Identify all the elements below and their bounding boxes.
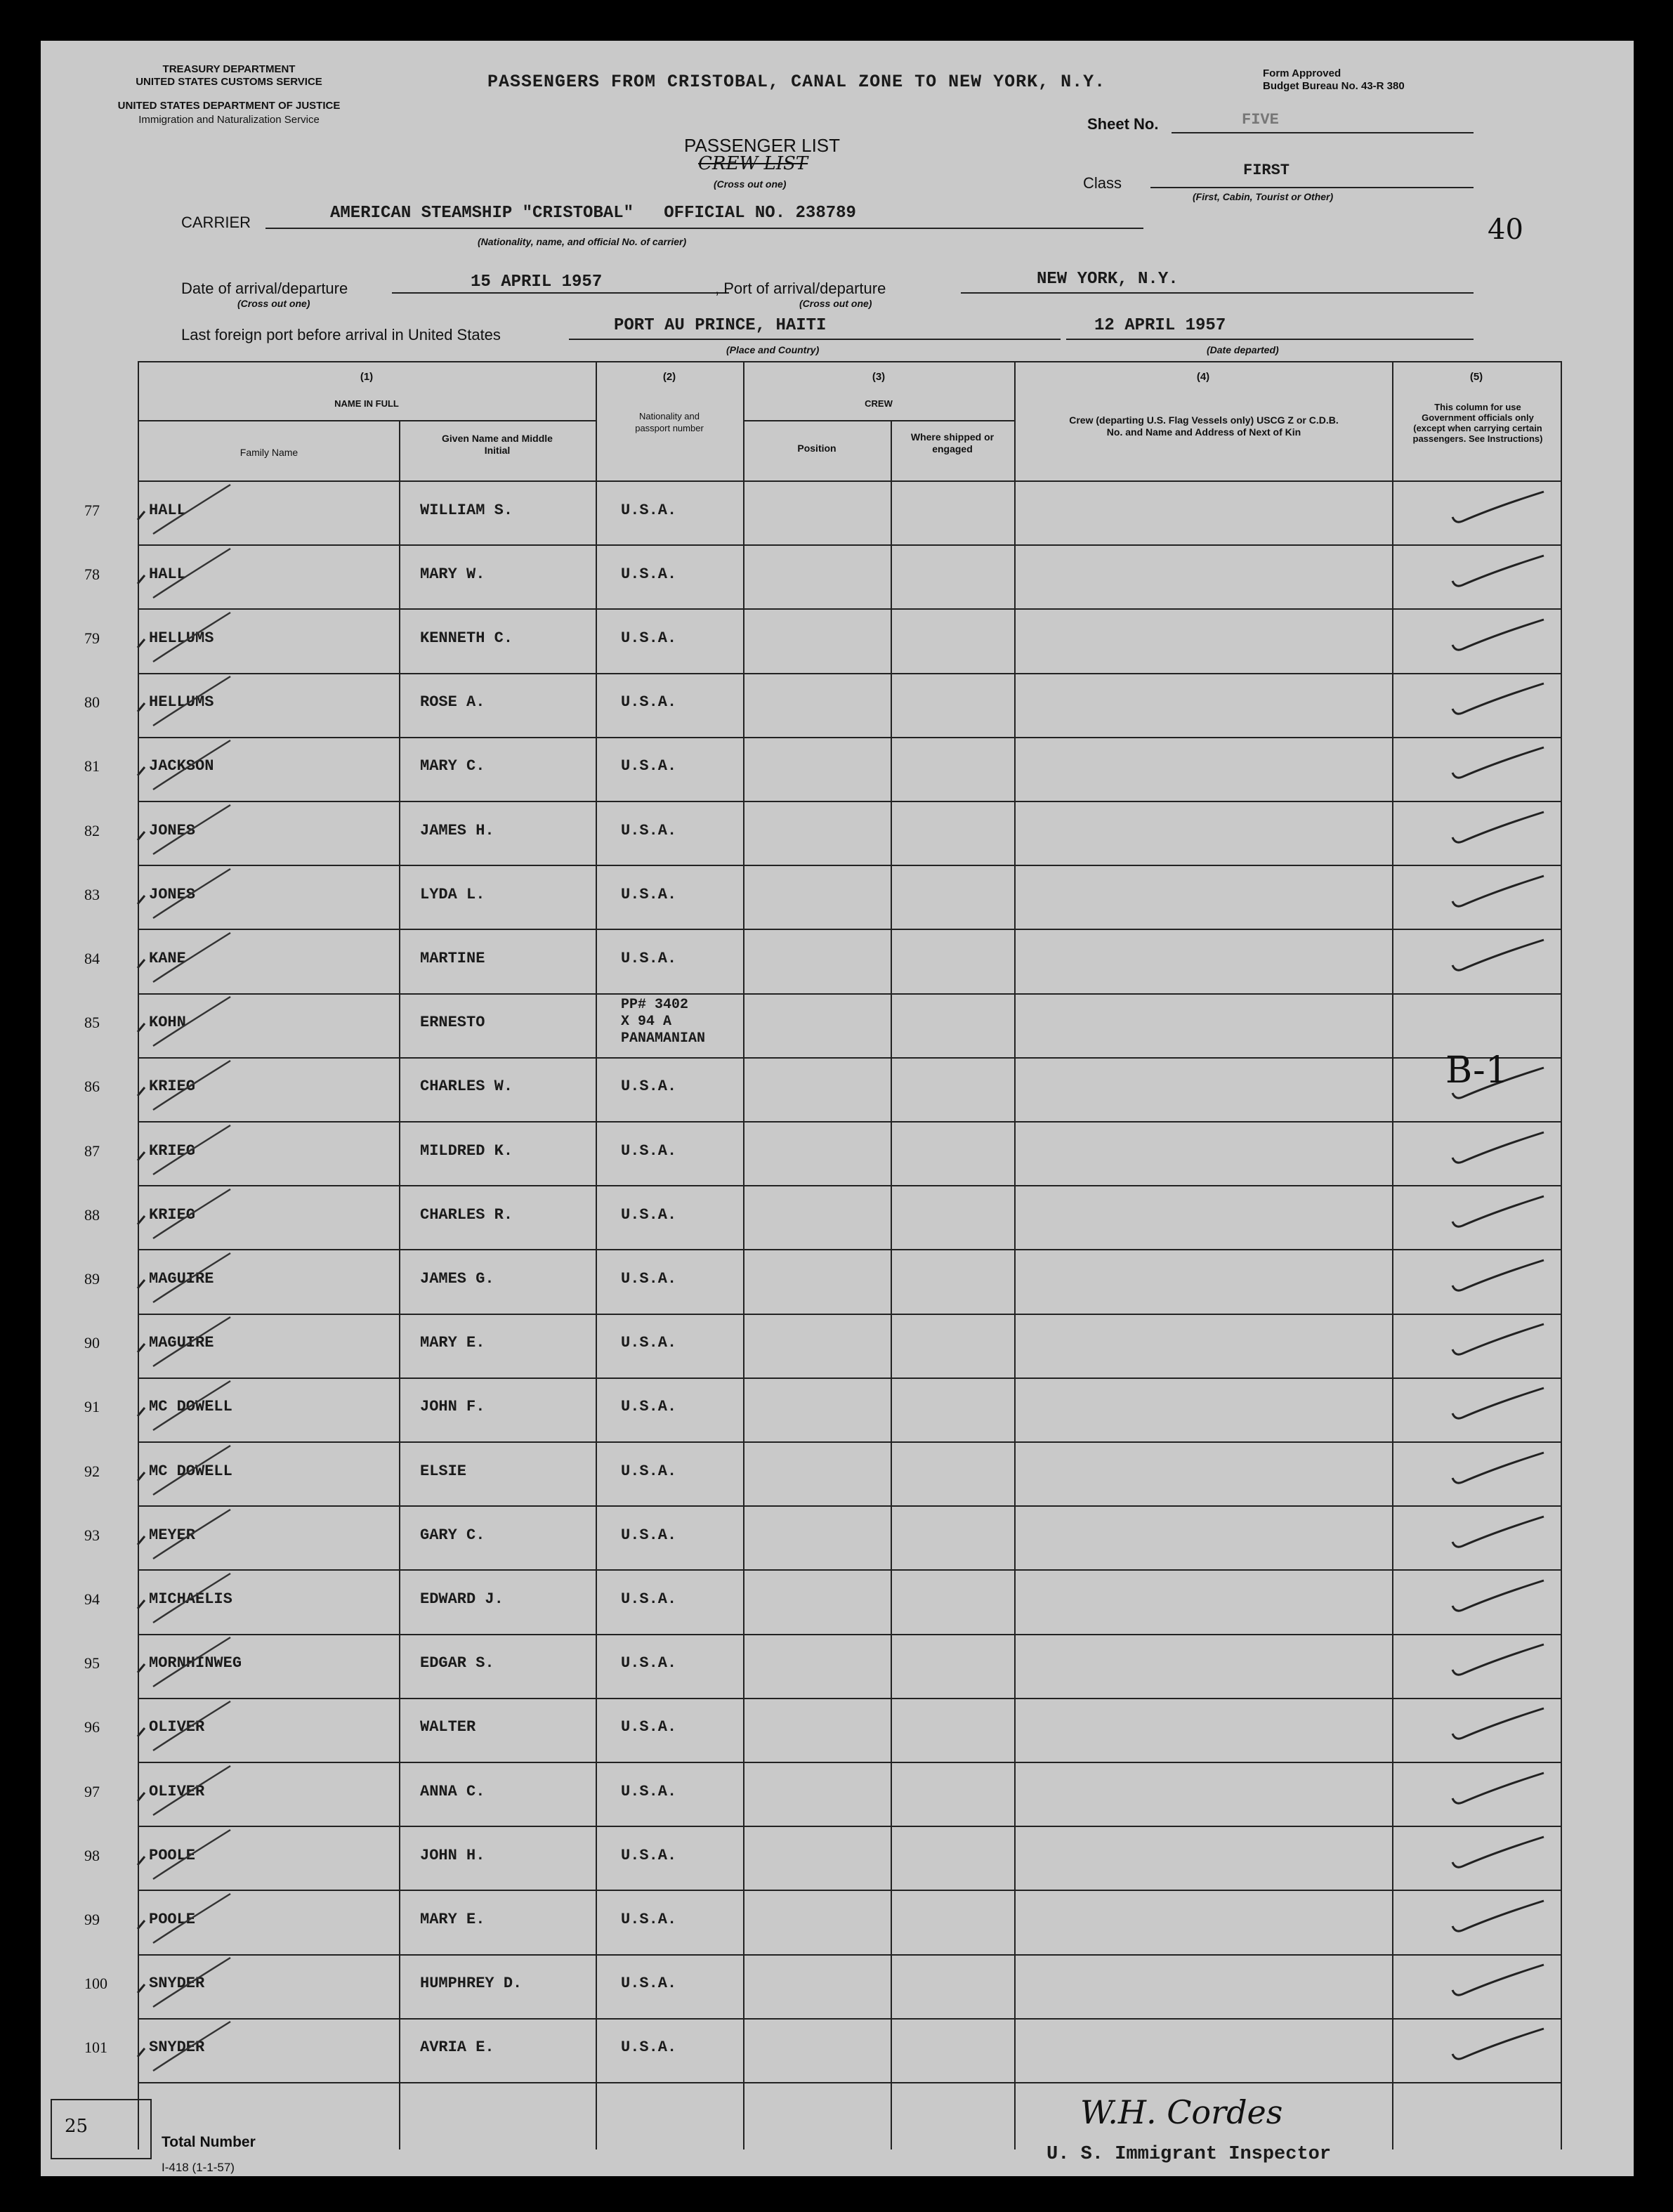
row-number: 91 — [84, 1398, 100, 1416]
dept-line-3: UNITED STATES DEPARTMENT OF JUSTICE — [117, 100, 341, 112]
given-name: KENNETH C. — [420, 629, 513, 647]
row-divider — [138, 1377, 1562, 1379]
given-name: JOHN F. — [420, 1398, 485, 1416]
dept-line-2: UNITED STATES CUSTOMS SERVICE — [136, 76, 322, 88]
given-name: EDWARD J. — [420, 1590, 504, 1608]
name-check-stroke — [146, 1623, 258, 1694]
row-divider — [138, 737, 1562, 738]
family-name: KOHN — [149, 1014, 186, 1032]
inspector-title: U. S. Immigrant Inspector — [1047, 2144, 1332, 2165]
given-name: ELSIE — [420, 1462, 467, 1480]
row-divider — [138, 1249, 1562, 1250]
budget-bureau: Budget Bureau No. 43-R 380 — [1263, 80, 1405, 92]
row-divider — [138, 1762, 1562, 1763]
row-number: 81 — [84, 757, 100, 775]
col-3-number: (3) — [872, 371, 886, 383]
total-box-value: 25 — [65, 2116, 88, 2137]
checkmark-icon — [1438, 1891, 1551, 1947]
given-name: LYDA L. — [420, 885, 485, 903]
name-check-stroke — [146, 1559, 258, 1630]
col-crew: CREW — [865, 398, 893, 409]
total-box — [51, 2099, 152, 2159]
row-divider — [138, 1121, 1562, 1123]
nationality: U.S.A. — [621, 565, 677, 583]
family-name: OLIVER — [149, 1782, 205, 1800]
family-name: KRIEG — [149, 1078, 196, 1096]
given-name: HUMPHREY D. — [420, 1975, 523, 1993]
name-check-stroke — [146, 1816, 258, 1886]
row-number: 96 — [84, 1718, 100, 1736]
checkmark-icon — [1438, 1635, 1551, 1691]
name-check-stroke — [146, 1496, 258, 1566]
row-number: 82 — [84, 821, 100, 839]
nationality: U.S.A. — [621, 2038, 677, 2057]
nationality: U.S.A. — [621, 693, 677, 712]
row-number: 87 — [84, 1141, 100, 1160]
name-check-stroke — [146, 1239, 258, 1309]
row-divider — [138, 801, 1562, 802]
row-number: 80 — [84, 693, 100, 712]
given-name: ERNESTO — [420, 1014, 485, 1032]
family-name: HELLUMS — [149, 629, 214, 647]
row-number: 97 — [84, 1782, 100, 1800]
arrival-hint: (Cross out one) — [237, 298, 310, 309]
page-number: 40 — [1488, 214, 1523, 246]
given-name: JAMES G. — [420, 1270, 494, 1288]
foreign-port-hint: (Place and Country) — [726, 344, 820, 355]
arrival-value: 15 APRIL 1957 — [471, 273, 603, 292]
row-divider — [138, 2082, 1562, 2083]
checkmark-icon — [1438, 482, 1551, 538]
checkmark-icon — [1438, 546, 1551, 602]
name-check-stroke — [146, 726, 258, 797]
foreign-port-label: Last foreign port before arrival in United States — [181, 326, 501, 343]
typed-route-title: PASSENGERS FROM CRISTOBAL, CANAL ZONE TO NEW YORK, N.Y. — [487, 72, 1106, 92]
family-name: POOLE — [149, 1911, 196, 1928]
row-number: 92 — [84, 1462, 100, 1480]
nationality: U.S.A. — [621, 1205, 677, 1224]
given-name: EDGAR S. — [420, 1654, 494, 1673]
form-approved: Form Approved — [1263, 67, 1341, 79]
name-check-stroke — [146, 855, 258, 925]
col-gov-use: This column for use Government officials only (except when carrying certain passengers. See Instructions) — [1412, 402, 1543, 444]
name-check-stroke — [146, 1111, 258, 1182]
port-label: , Port of arrival/departure — [715, 280, 886, 297]
nationality: U.S.A. — [621, 1846, 677, 1864]
row-divider — [138, 1698, 1562, 1699]
b1-note: B-1 — [1445, 1049, 1509, 1092]
nationality: U.S.A. — [621, 501, 677, 519]
checkmark-icon — [1438, 1186, 1551, 1243]
given-name: MARTINE — [420, 950, 485, 967]
col-4-number: (4) — [1196, 371, 1210, 383]
form-code: I-418 (1-1-57) — [162, 2161, 235, 2174]
row-divider — [138, 1569, 1562, 1571]
family-name: MICHAELIS — [149, 1590, 232, 1608]
row-number: 78 — [84, 565, 100, 583]
row-divider — [138, 1954, 1562, 1956]
checkmark-icon — [1438, 930, 1551, 986]
departed-hint: (Date departed) — [1207, 344, 1279, 355]
row-divider — [138, 993, 1562, 995]
given-name: WALTER — [420, 1718, 476, 1736]
family-name: MC DOWELL — [149, 1462, 232, 1480]
given-name: MARY E. — [420, 1334, 485, 1352]
carrier-value: AMERICAN STEAMSHIP "CRISTOBAL" OFFICIAL NO. 238789 — [330, 204, 856, 223]
row-number: 89 — [84, 1270, 100, 1288]
nationality: U.S.A. — [621, 885, 677, 903]
name-check-stroke — [146, 2008, 258, 2078]
sheet-label: Sheet No. — [1087, 115, 1159, 133]
given-name: ROSE A. — [420, 693, 485, 712]
name-check-stroke — [146, 471, 258, 541]
dept-line-1: TREASURY DEPARTMENT — [162, 63, 296, 75]
port-hint: (Cross out one) — [799, 298, 872, 309]
nationality: U.S.A. — [621, 1526, 677, 1544]
name-check-stroke — [146, 1880, 258, 1950]
family-name: HELLUMS — [149, 693, 214, 712]
name-check-stroke — [146, 919, 258, 989]
row-number: 85 — [84, 1014, 100, 1032]
cross-out-hint: (Cross out one) — [714, 178, 787, 190]
crew-list-struck: CREW LIST — [698, 153, 808, 174]
row-divider — [138, 1826, 1562, 1827]
family-name: OLIVER — [149, 1718, 205, 1736]
checkmark-icon — [1438, 674, 1551, 730]
dept-line-4: Immigration and Naturalization Service — [138, 114, 320, 126]
checkmark-icon — [1438, 1250, 1551, 1307]
nationality: U.S.A. — [621, 1718, 677, 1736]
row-number: 88 — [84, 1205, 100, 1224]
checkmark-icon — [1438, 1507, 1551, 1563]
given-name: JOHN H. — [420, 1846, 485, 1864]
given-name: JAMES H. — [420, 821, 494, 839]
nationality: U.S.A. — [621, 629, 677, 647]
inspector-signature: W.H. Cordes — [1080, 2093, 1283, 2131]
row-divider — [138, 2018, 1562, 2020]
row-divider — [138, 1505, 1562, 1507]
departed-value: 12 APRIL 1957 — [1094, 316, 1226, 335]
checkmark-icon — [1438, 866, 1551, 922]
col-1-number: (1) — [360, 371, 374, 383]
row-divider — [138, 1314, 1562, 1315]
checkmark-icon — [1438, 1699, 1551, 1755]
name-check-stroke — [146, 791, 258, 861]
row-number: 84 — [84, 950, 100, 967]
checkmark-icon — [1438, 2019, 1551, 2075]
name-check-stroke — [146, 1432, 258, 1502]
carrier-hint: (Nationality, name, and official No. of carrier) — [478, 236, 687, 247]
family-name: KRIEG — [149, 1205, 196, 1224]
given-name: MILDRED K. — [420, 1141, 513, 1160]
name-check-stroke — [146, 1367, 258, 1437]
nationality: U.S.A. — [621, 1078, 677, 1096]
nationality: U.S.A. — [621, 1398, 677, 1416]
row-number: 101 — [84, 2038, 107, 2057]
total-label: Total Number — [162, 2134, 256, 2150]
checkmark-icon — [1438, 1763, 1551, 1819]
family-name: HALL — [149, 565, 186, 583]
nationality: U.S.A. — [621, 1270, 677, 1288]
arrival-label — [181, 280, 348, 298]
family-name: KRIEG — [149, 1141, 196, 1160]
row-divider — [138, 865, 1562, 866]
given-name: CHARLES R. — [420, 1205, 513, 1224]
row-divider — [138, 1634, 1562, 1635]
checkmark-icon — [1438, 1123, 1551, 1179]
name-check-stroke — [146, 662, 258, 733]
family-name: MORNHINWEG — [149, 1654, 242, 1673]
given-name: MARY E. — [420, 1911, 485, 1928]
checkmark-icon — [1438, 738, 1551, 794]
family-name: MEYER — [149, 1526, 196, 1544]
name-check-stroke — [146, 983, 258, 1053]
row-number: 94 — [84, 1590, 100, 1608]
nationality: U.S.A. — [621, 1654, 677, 1673]
family-name: JONES — [149, 821, 196, 839]
row-number: 99 — [84, 1911, 100, 1928]
family-name: SNYDER — [149, 1975, 205, 1993]
checkmark-icon — [1438, 1571, 1551, 1627]
given-name: ANNA C. — [420, 1782, 485, 1800]
checkmark-icon — [1438, 1955, 1551, 2011]
family-name: SNYDER — [149, 2038, 205, 2057]
family-name: KANE — [149, 950, 186, 967]
given-name: WILLIAM S. — [420, 501, 513, 519]
family-name: POOLE — [149, 1846, 196, 1864]
class-value: FIRST — [1243, 162, 1290, 179]
nationality: U.S.A. — [621, 1782, 677, 1800]
family-name: MAGUIRE — [149, 1334, 214, 1352]
name-check-stroke — [146, 1752, 258, 1822]
name-check-stroke — [146, 598, 258, 669]
family-name: HALL — [149, 501, 186, 519]
col-name-in-full: NAME IN FULL — [334, 398, 399, 409]
checkmark-icon — [1438, 1378, 1551, 1434]
nationality: U.S.A. — [621, 1334, 677, 1352]
col-5-number: (5) — [1469, 371, 1483, 383]
family-name: MAGUIRE — [149, 1270, 214, 1288]
col-crew-departing: Crew (departing U.S. Flag Vessels only) USCG Z or C.D.B. No. and Name and Address of Next of Kin — [1069, 414, 1339, 438]
row-divider — [138, 1185, 1562, 1186]
nationality: U.S.A. — [621, 950, 677, 967]
class-hint: (First, Cabin, Tourist or Other) — [1193, 191, 1334, 202]
col-family-name: Family Name — [240, 447, 298, 458]
nationality: PP# 3402 X 94 A PANAMANIAN — [621, 997, 706, 1047]
list-title: PASSENGER LIST — [684, 135, 841, 156]
col-position: Position — [797, 443, 836, 454]
row-number: 77 — [84, 501, 100, 519]
row-number: 79 — [84, 629, 100, 647]
class-label: Class — [1083, 174, 1122, 192]
row-number: 86 — [84, 1078, 100, 1096]
row-divider — [138, 608, 1562, 610]
col-shipped: Where shipped or engaged — [910, 431, 995, 454]
row-divider — [138, 929, 1562, 930]
row-divider — [138, 1441, 1562, 1443]
family-name: JONES — [149, 885, 196, 903]
foreign-port-value: PORT AU PRINCE, HAITI — [614, 316, 827, 335]
name-check-stroke — [146, 1175, 258, 1245]
given-name: MARY W. — [420, 565, 485, 583]
nationality: U.S.A. — [621, 757, 677, 775]
row-divider — [138, 1890, 1562, 1891]
carrier-label: CARRIER — [181, 214, 251, 231]
nationality: U.S.A. — [621, 1911, 677, 1928]
family-name: MC DOWELL — [149, 1398, 232, 1416]
col-nationality: Nationality and passport number — [635, 411, 704, 433]
nationality: U.S.A. — [621, 821, 677, 839]
nationality: U.S.A. — [621, 1462, 677, 1480]
name-check-stroke — [146, 1303, 258, 1373]
nationality: U.S.A. — [621, 1590, 677, 1608]
row-divider — [138, 673, 1562, 674]
row-number: 93 — [84, 1526, 100, 1544]
family-name: JACKSON — [149, 757, 214, 775]
row-number: 83 — [84, 885, 100, 903]
checkmark-icon — [1438, 802, 1551, 858]
given-name: GARY C. — [420, 1526, 485, 1544]
row-number: 100 — [84, 1975, 107, 1993]
col-2-number: (2) — [662, 371, 676, 383]
col-given-name: Given Name and Middle Initial — [442, 433, 553, 456]
row-divider — [138, 1057, 1562, 1059]
checkmark-icon — [1438, 1827, 1551, 1883]
name-check-stroke — [146, 1687, 258, 1758]
row-number: 90 — [84, 1334, 100, 1352]
name-check-stroke — [146, 1047, 258, 1117]
sheet-value: FIVE — [1242, 111, 1279, 129]
arrival-label-text: Date of arrival/departure — [181, 280, 348, 297]
checkmark-icon — [1438, 1314, 1551, 1370]
passenger-list-sheet — [41, 41, 1634, 2176]
checkmark-icon — [1438, 610, 1551, 666]
port-value: NEW YORK, N.Y. — [1037, 270, 1179, 289]
nationality: U.S.A. — [621, 1975, 677, 1993]
row-divider — [138, 544, 1562, 546]
given-name: CHARLES W. — [420, 1078, 513, 1096]
nationality: U.S.A. — [621, 1141, 677, 1160]
row-number: 95 — [84, 1654, 100, 1673]
given-name: MARY C. — [420, 757, 485, 775]
given-name: AVRIA E. — [420, 2038, 494, 2057]
name-check-stroke — [146, 535, 258, 605]
row-number: 98 — [84, 1846, 100, 1864]
name-check-stroke — [146, 1944, 258, 2014]
checkmark-icon — [1438, 1443, 1551, 1499]
